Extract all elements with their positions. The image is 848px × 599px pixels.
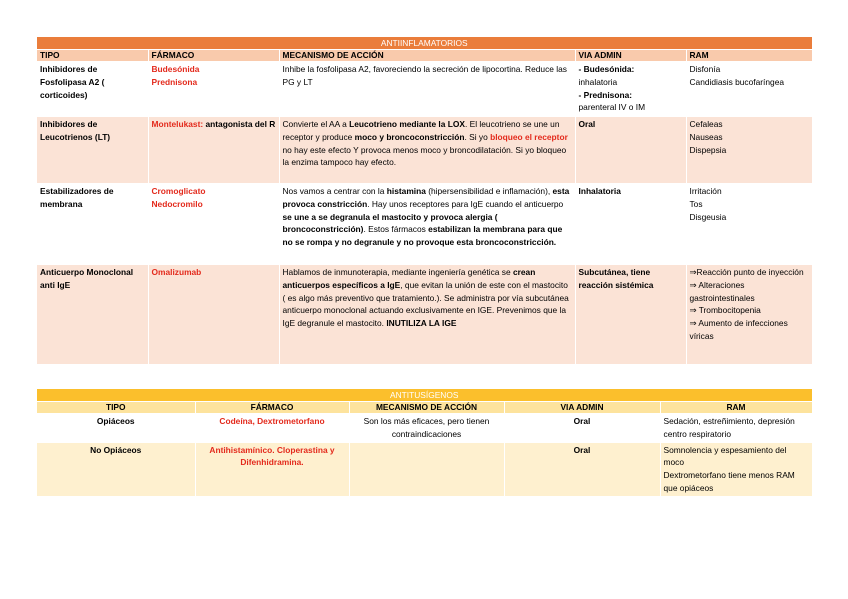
column-header-mecanismo: MECANISMO DE ACCIÓN bbox=[279, 50, 575, 62]
via-text: - Budesónida: bbox=[578, 64, 635, 74]
mecanismo-cell: Son los más eficaces, pero tienen contraindicaciones bbox=[349, 414, 504, 443]
ram-text: ⇒ Alteraciones gastrointestinales bbox=[689, 279, 755, 303]
table-row bbox=[37, 117, 812, 184]
ram-cell bbox=[686, 184, 812, 265]
ram-text: ⇒ Aumento de infecciones víricas bbox=[689, 318, 788, 341]
column-header-via: VIA ADMIN bbox=[575, 50, 686, 62]
mecanismo-text: se degranula el mastocito y provoca alergia ( broncoconstricción) bbox=[282, 211, 498, 235]
mecanismo-text: Hablamos de inmunoterapia, mediante ingeniería genética se bbox=[282, 267, 513, 277]
mecanismo-text: . El leucotrieno se une un receptor y produce bbox=[282, 119, 560, 142]
mecanismo-cell bbox=[349, 442, 504, 496]
via-cell bbox=[575, 62, 686, 117]
via-text: inhalatoria bbox=[578, 76, 618, 87]
mecanismo-text: histamina bbox=[386, 186, 426, 196]
farmaco-text: antagonista del R bbox=[203, 119, 276, 129]
farmaco-cell: Codeína, Dextrometorfano bbox=[195, 414, 349, 443]
ram-text: Candidiasis bucofaríngea bbox=[689, 76, 785, 87]
antitusigenos-header-row bbox=[37, 402, 812, 414]
via-text: parenteral IV o IM bbox=[578, 102, 646, 113]
ram-text: Cefaleas bbox=[689, 119, 723, 129]
ram-text: Somnolencia y espesamiento del moco bbox=[663, 444, 787, 468]
via-cell: Inhalatoria bbox=[575, 184, 686, 265]
table-row bbox=[37, 442, 812, 496]
column-header-ram: RAM bbox=[686, 50, 812, 62]
mecanismo-cell bbox=[279, 117, 575, 184]
table-row bbox=[37, 265, 812, 365]
ram-text: Disfonía bbox=[689, 64, 721, 74]
mecanismo-text: Nos vamos a centrar con la bbox=[282, 186, 387, 196]
via-cell: Oral bbox=[575, 117, 686, 184]
farmaco-text: Prednisona bbox=[151, 76, 198, 87]
antiinflamatorios-table bbox=[37, 37, 813, 365]
mecanismo-text: bloqueo el receptor bbox=[490, 131, 568, 142]
antiinflamatorios-header-row bbox=[37, 50, 812, 62]
mecanismo-cell bbox=[279, 265, 575, 365]
farmaco-cell: Antihistamínico. Cloperastina y Difenhidramina. bbox=[195, 442, 349, 496]
table-row bbox=[37, 62, 812, 117]
tipo-cell: Inhibidores de Leucotrienos (LT) bbox=[37, 117, 148, 184]
mecanismo-text: no hay este efecto Y provoca menos moco y broncodilatación. Si yo bloqueo la enzima tampoco hay efecto. bbox=[282, 144, 567, 168]
mecanismo-text: Convierte el AA a bbox=[282, 119, 350, 129]
table-row bbox=[37, 184, 812, 265]
farmaco-text: Montelukast: bbox=[151, 119, 204, 129]
column-header-mecanismo: MECANISMO DE ACCIÓN bbox=[349, 402, 504, 414]
column-header-farmaco: FÁRMACO bbox=[195, 402, 349, 414]
ram-text: ⇒Reacción punto de inyección bbox=[689, 267, 804, 277]
mecanismo-text: esta provoca constricción bbox=[282, 186, 570, 209]
farmaco-cell: Omalizumab bbox=[148, 265, 279, 365]
farmaco-text: Cromoglicato bbox=[151, 186, 206, 196]
tipo-cell: Opiáceos bbox=[37, 414, 195, 443]
antiinflamatorios-title: ANTIINFLAMATORIOS bbox=[37, 37, 812, 50]
ram-text: Tos bbox=[689, 198, 703, 209]
mecanismo-text: moco y broncoconstricción bbox=[354, 131, 465, 142]
antitusigenos-table bbox=[37, 389, 813, 497]
farmaco-cell bbox=[148, 62, 279, 117]
mecanismo-text: , que evitan la unión de este con el mastocito ( es algo más preventivo que tratamiento.). Se administra por vía subcutánea anticuerpo monoclonal actuando exclusivamente en IGE. Prevenimos que la IgE degranule el mastocito. bbox=[282, 279, 569, 329]
column-header-tipo: TIPO bbox=[37, 50, 148, 62]
ram-cell bbox=[660, 442, 812, 496]
mecanismo-text: crean anticuerpos específicos a IgE bbox=[282, 267, 536, 290]
mecanismo-text: (hipersensibilidad e inflamación), bbox=[425, 186, 553, 196]
mecanismo-text: Leucotrieno mediante la LOX bbox=[349, 119, 465, 129]
tipo-cell: Inhibidores de Fosfolipasa A2 ( corticoides) bbox=[37, 62, 148, 117]
ram-cell bbox=[686, 62, 812, 117]
via-text: - Prednisona: bbox=[578, 89, 633, 100]
column-header-ram: RAM bbox=[660, 402, 812, 414]
farmaco-cell bbox=[148, 184, 279, 265]
ram-text: Dextrometorfano tiene menos RAM que opiáceos bbox=[663, 470, 795, 493]
mecanismo-text: estabilizan la membrana para que no se rompa y no degranule y no provoque esta broncoconstricción. bbox=[282, 224, 563, 248]
ram-cell: Sedación, estreñimiento, depresión centro respiratorio bbox=[660, 414, 812, 443]
mecanismo-text: . Estos fármacos bbox=[363, 224, 429, 235]
farmaco-text: Budesónida bbox=[151, 64, 200, 74]
mecanismo-cell: Inhibe la fosfolipasa A2, favoreciendo la secreción de lipocortina. Reduce las PG y LT bbox=[279, 62, 575, 117]
ram-text: ⇒ Trombocitopenia bbox=[689, 305, 761, 316]
column-header-tipo: TIPO bbox=[37, 402, 195, 414]
ram-text: Nauseas bbox=[689, 131, 723, 142]
farmaco-text: Nedocromilo bbox=[151, 198, 203, 209]
via-cell: Subcutánea, tiene reacción sistémica bbox=[575, 265, 686, 365]
ram-text: Dispepsia bbox=[689, 144, 727, 155]
mecanismo-text: se une a bbox=[282, 211, 319, 222]
column-header-via: VIA ADMIN bbox=[504, 402, 660, 414]
mecanismo-text: . Hay unos receptores para IgE cuando el anticuerpo bbox=[367, 198, 564, 209]
tipo-cell: Anticuerpo Monoclonal anti IgE bbox=[37, 265, 148, 365]
ram-text: Irritación bbox=[689, 186, 722, 196]
tipo-cell: No Opiáceos bbox=[37, 442, 195, 496]
ram-text: Disgeusia bbox=[689, 211, 727, 222]
via-cell: Oral bbox=[504, 442, 660, 496]
mecanismo-text: INUTILIZA LA IGE bbox=[386, 318, 457, 329]
table-row bbox=[37, 414, 812, 443]
via-cell: Oral bbox=[504, 414, 660, 443]
farmaco-cell bbox=[148, 117, 279, 184]
ram-cell bbox=[686, 265, 812, 365]
mecanismo-cell bbox=[279, 184, 575, 265]
antitusigenos-title: ANTITUSÍGENOS bbox=[37, 389, 812, 402]
column-header-farmaco: FÁRMACO bbox=[148, 50, 279, 62]
ram-cell bbox=[686, 117, 812, 184]
tipo-cell: Estabilizadores de membrana bbox=[37, 184, 148, 265]
mecanismo-text: . Si yo bbox=[464, 131, 491, 142]
